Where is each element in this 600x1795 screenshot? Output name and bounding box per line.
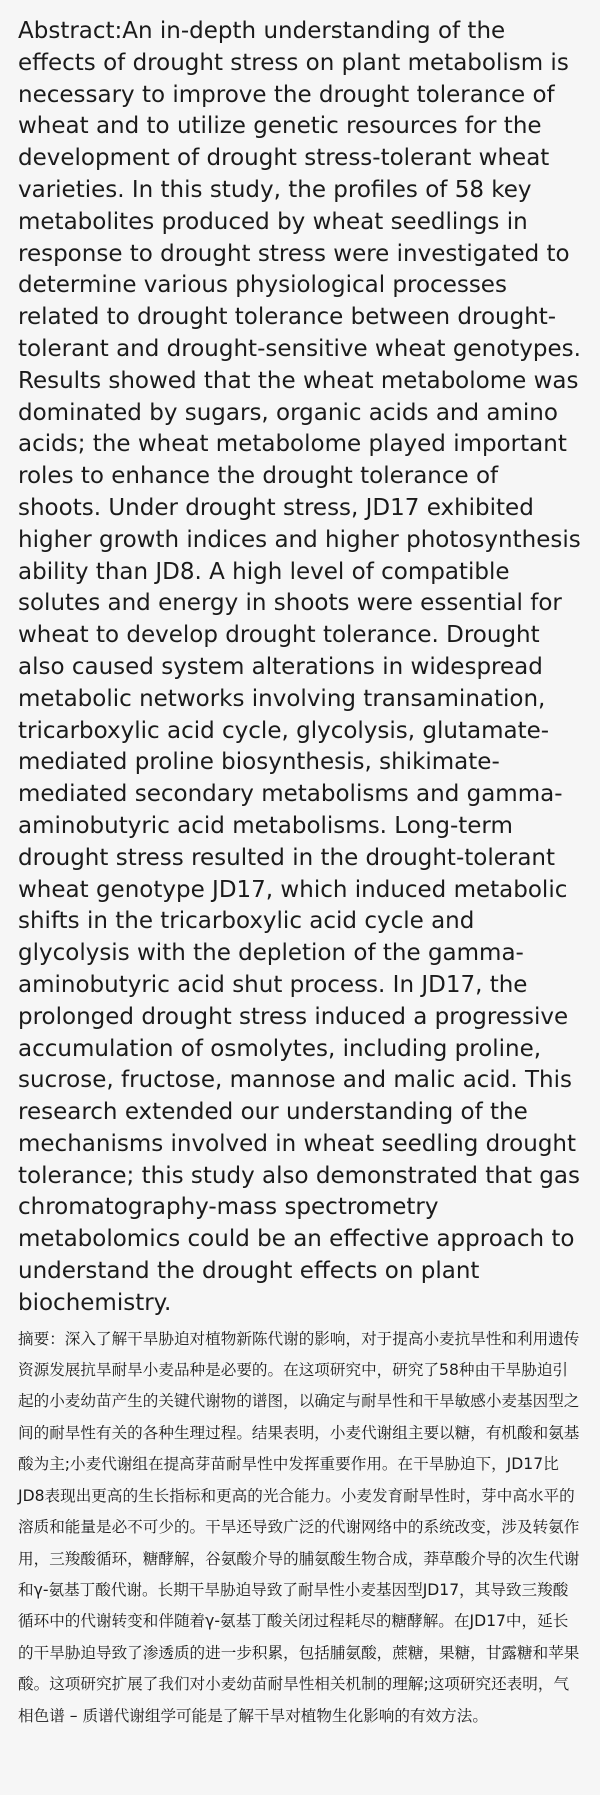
abstract-chinese: 摘要：深入了解干旱胁迫对植物新陈代谢的影响，对于提高小麦抗旱性和利用遗传资源发展抗旱耐旱小麦品种是必要的。在这项研究中，研究了58种由干旱胁迫引起的小麦幼苗产生的关键代谢物的谱图，以确定与耐旱性和干旱敏感小麦基因型之间的耐旱性有关的各种生理过程。结果表明，小麦代谢组主要以糖，有机酸和氨基酸为主;小麦代谢组在提高芽苗耐旱性中发挥重要作用。在干旱胁迫下，JD17比JD8表现出更高的生长指标和更高的光合能力。小麦发育耐旱性时，芽中高水平的溶质和能量是必不可少的。干旱还导致广泛的代谢网络中的系统改变，涉及转氨作用，三羧酸循环，糖酵解，谷氨酸介导的脯氨酸生物合成，莽草酸介导的次生代谢和γ-氨基丁酸代谢。长期干旱胁迫导致了耐旱性小麦基因型JD17，其导致三羧酸循环中的代谢转变和伴随着γ-氨基丁酸关闭过程耗尽的糖酵解。在JD17中，延长的干旱胁迫导致了渗透质的进一步积累，包括脯氨酸，蔗糖，果糖，甘露糖和苹果酸。这项研究扩展了我们对小麦幼苗耐旱性相关机制的理解;这项研究还表明，气相色谱 – 质谱代谢组学可能是了解干旱对植物生化影响的有效方法。 <box>18 1329 580 1725</box>
abstract-english: Abstract:An in-depth understanding of the effects of drought stress on plant metabolism is necessary to improve the drought tolerance of wheat and to utilize genetic resources for the development of drought stress-tolerant wheat varieties. In this study, the profiles of 58 key metabolites produced by wheat seedlings in response to drought stress were investigated to determine various physiological processes related to drought tolerance between drought-tolerant and drought-sensitive wheat genotypes. Results showed that the wheat metabolome was dominated by sugars, organic acids and amino acids; the wheat metabolome played important roles to enhance the drought tolerance of shoots. Under drought stress, JD17 exhibited higher growth indices and higher photosynthesis ability than JD8. A high level of compatible solutes and energy in shoots were essential for wheat to develop drought tolerance. Drought also caused system alterations in widespread metabolic networks involving transamination, tricarboxylic acid cycle, glycolysis, glutamate-mediated proline biosynthesis, shikimate-mediated secondary metabolisms and gamma-aminobutyric acid metabolisms. Long-term drought stress resulted in the drought-tolerant wheat genotype JD17, which induced metabolic shifts in the tricarboxylic acid cycle and glycolysis with the depletion of the gamma-aminobutyric acid shut process. In JD17, the prolonged drought stress induced a progressive accumulation of osmolytes, including proline, sucrose, fructose, mannose and malic acid. This research extended our understanding of the mechanisms involved in wheat seedling drought tolerance; this study also demonstrated that gas chromatography-mass spectrometry metabolomics could be an effective approach to understand the drought effects on plant biochemistry. <box>18 18 581 1316</box>
